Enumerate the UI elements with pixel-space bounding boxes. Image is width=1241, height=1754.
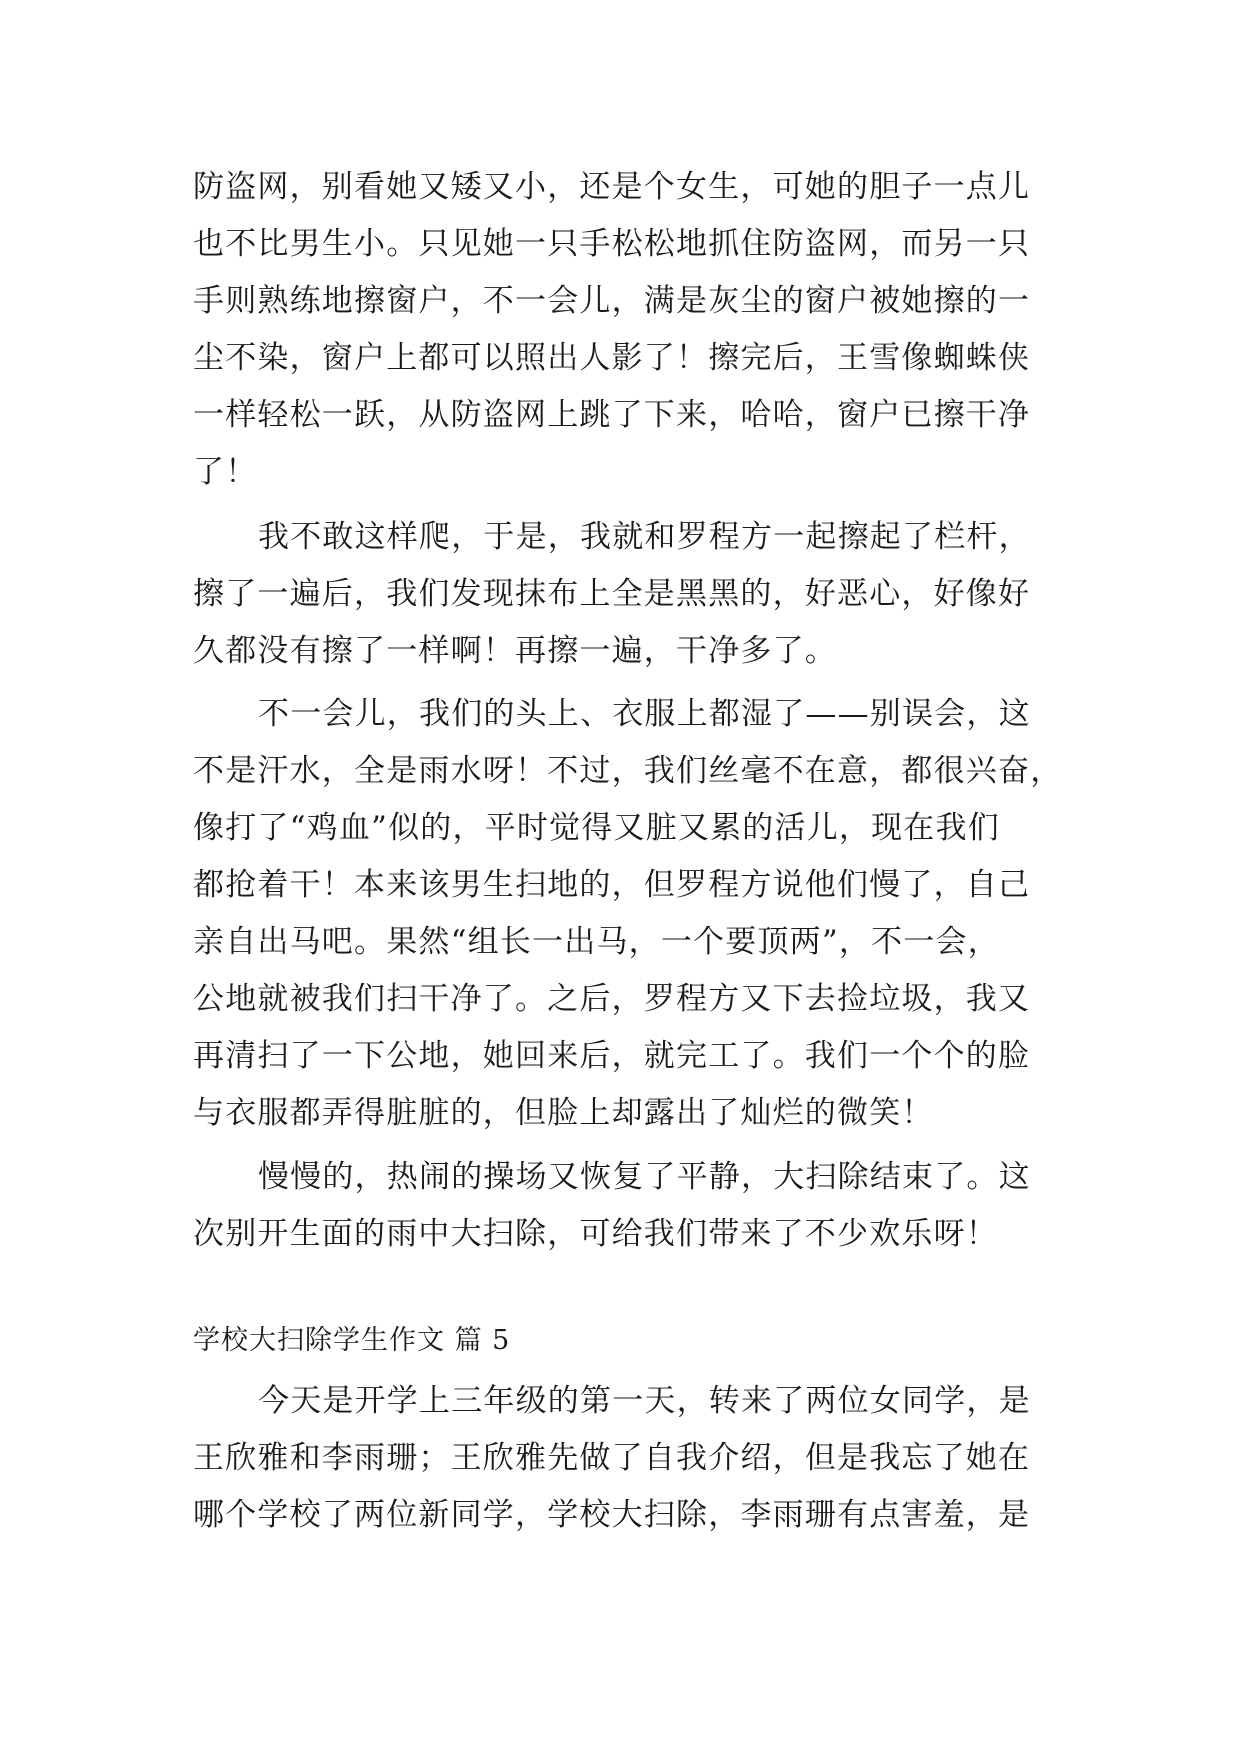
paragraph-first-line: 今天是开学上三年级的第一天，转来了两位女同学，是 xyxy=(258,1383,1031,1419)
text-line: 哪个学校了两位新同学，学校大扫除，李雨珊有点害羞，是 xyxy=(193,1497,1031,1533)
text-line: 亲自出马吧。果然“组长一出马，一个要顶两”，不一会， xyxy=(193,924,1000,960)
paragraph-first-line: 不一会儿，我们的头上、衣服上都湿了——别误会，这 xyxy=(258,696,1031,732)
text-line: 与衣服都弄得脏脏的，但脸上却露出了灿烂的微笑！ xyxy=(193,1095,934,1131)
paragraph-first-line: 慢慢的，热闹的操场又恢复了平静，大扫除结束了。这 xyxy=(258,1159,1031,1195)
text-line: 了！ xyxy=(193,454,258,490)
text-line: 像打了“鸡血”似的，平时觉得又脏又累的活儿，现在我们 xyxy=(193,810,1000,846)
text-line: 次别开生面的雨中大扫除，可给我们带来了不少欢乐呀！ xyxy=(193,1216,998,1252)
text-line: 都抢着干！本来该男生扫地的，但罗程方说他们慢了，自己 xyxy=(193,867,1031,903)
paragraph-first-line: 我不敢这样爬，于是，我就和罗程方一起擦起了栏杆， xyxy=(258,519,1031,555)
text-line: 尘不染，窗户上都可以照出人影了！擦完后，王雪像蜘蛛侠 xyxy=(193,340,1031,376)
text-line: 一样轻松一跃，从防盗网上跳了下来，哈哈，窗户已擦干净 xyxy=(193,397,1031,433)
text-line: 擦了一遍后，我们发现抹布上全是黑黑的，好恶心，好像好 xyxy=(193,576,1031,612)
text-line: 不是汗水，全是雨水呀！不过，我们丝毫不在意，都很兴奋， xyxy=(193,753,1063,789)
text-line: 公地就被我们扫干净了。之后，罗程方又下去捡垃圾，我又 xyxy=(193,981,1031,1017)
text-line: 也不比男生小。只见她一只手松松地抓住防盗网，而另一只 xyxy=(193,226,1031,262)
text-line: 王欣雅和李雨珊；王欣雅先做了自我介绍，但是我忘了她在 xyxy=(193,1440,1031,1476)
text-line: 久都没有擦了一样啊！再擦一遍，干净多了。 xyxy=(193,633,837,669)
text-line: 防盗网，别看她又矮又小，还是个女生，可她的胆子一点儿 xyxy=(193,169,1031,205)
text-line: 再清扫了一下公地，她回来后，就完工了。我们一个个的脸 xyxy=(193,1038,1031,1074)
section-heading: 学校大扫除学生作文 篇 5 xyxy=(193,1325,511,1356)
text-line: 手则熟练地擦窗户，不一会儿，满是灰尘的窗户被她擦的一 xyxy=(193,283,1031,319)
